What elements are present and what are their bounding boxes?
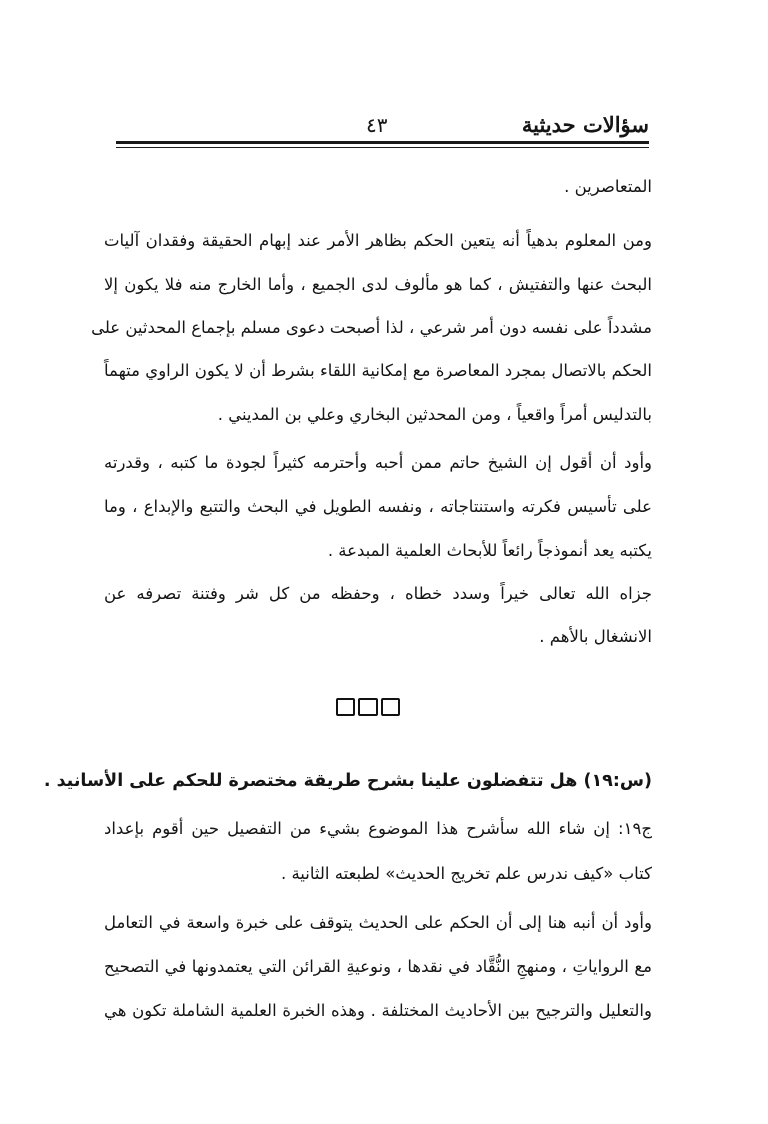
text-line: الانشغال بالأهم . — [539, 627, 652, 646]
text-line: مشدداً على نفسه دون أمر شرعي ، لذا أصبحت دعوى مسلم بإجماع المحدثين على — [91, 318, 652, 337]
text-line: جزاه الله تعالى خيراً وسدد خطاه ، وحفظه من كل شر وفتنة تصرفه عن — [104, 584, 652, 603]
separator-box — [358, 698, 377, 716]
text-line: كتاب «كيف ندرس علم تخريج الحديث» لطبعته الثانية . — [280, 864, 652, 883]
text-line: يكتبه يعد أنموذجاً رائعاً للأبحاث العلمية المبدعة . — [327, 541, 652, 560]
text-line: وأود أن أقول إن الشيخ حاتم ممن أحبه وأحترمه كثيراً لجودة ما كتبه ، وقدرته — [104, 453, 652, 472]
text-line: الحكم بالاتصال بمجرد المعاصرة مع إمكانية اللقاء بشرط أن لا يكون الراوي متهماً — [104, 361, 652, 380]
text-line: بالتدليس أمراً واقعياً ، ومن المحدثين البخاري وعلي بن المديني . — [217, 405, 652, 424]
header-rule-thin — [116, 147, 649, 148]
question-heading: (س:١٩) هل تتفضلون علينا بشرح طريقة مختصرة للحكم على الأسانيد . — [43, 771, 652, 791]
text-line: وأود أن أنبه هنا إلى أن الحكم على الحديث يتوقف على خبرة واسعة في التعامل — [104, 913, 652, 932]
running-title: سؤالات حديثية — [521, 112, 649, 137]
section-separator — [336, 698, 400, 718]
header-rule-thick — [116, 141, 649, 144]
text-line: البحث عنها والتفتيش ، كما هو مألوف لدى الجميع ، وأما الخارج منه فلا يكون إلا — [104, 275, 652, 294]
text-line: والتعليل والترجيح بين الأحاديث المختلفة . وهذه الخبرة العلمية الشاملة تكون هي — [104, 1001, 652, 1020]
text-line: ج١٩: إن شاء الله سأشرح هذا الموضوع بشيء من التفصيل حين أقوم بإعداد — [104, 819, 652, 838]
separator-box — [381, 698, 400, 716]
text-line: على تأسيس فكرته واستنتاجاته ، ونفسه الطويل في البحث والتتبع والإبداع ، وما — [104, 497, 652, 516]
text-line: ومن المعلوم بدهياً أنه يتعين الحكم بظاهر الأمر عند إبهام الحقيقة وفقدان آليات — [104, 231, 652, 250]
page-header — [116, 108, 649, 138]
text-line: مع الرواياتِ ، ومنهجِ النُّقَّاد في نقدها ، ونوعيةِ القرائن التي يعتمدونها في التصحيح — [104, 957, 652, 976]
text-line: المتعاصرين . — [564, 177, 652, 196]
page-number: ٤٣ — [366, 113, 388, 137]
separator-box — [336, 698, 355, 716]
